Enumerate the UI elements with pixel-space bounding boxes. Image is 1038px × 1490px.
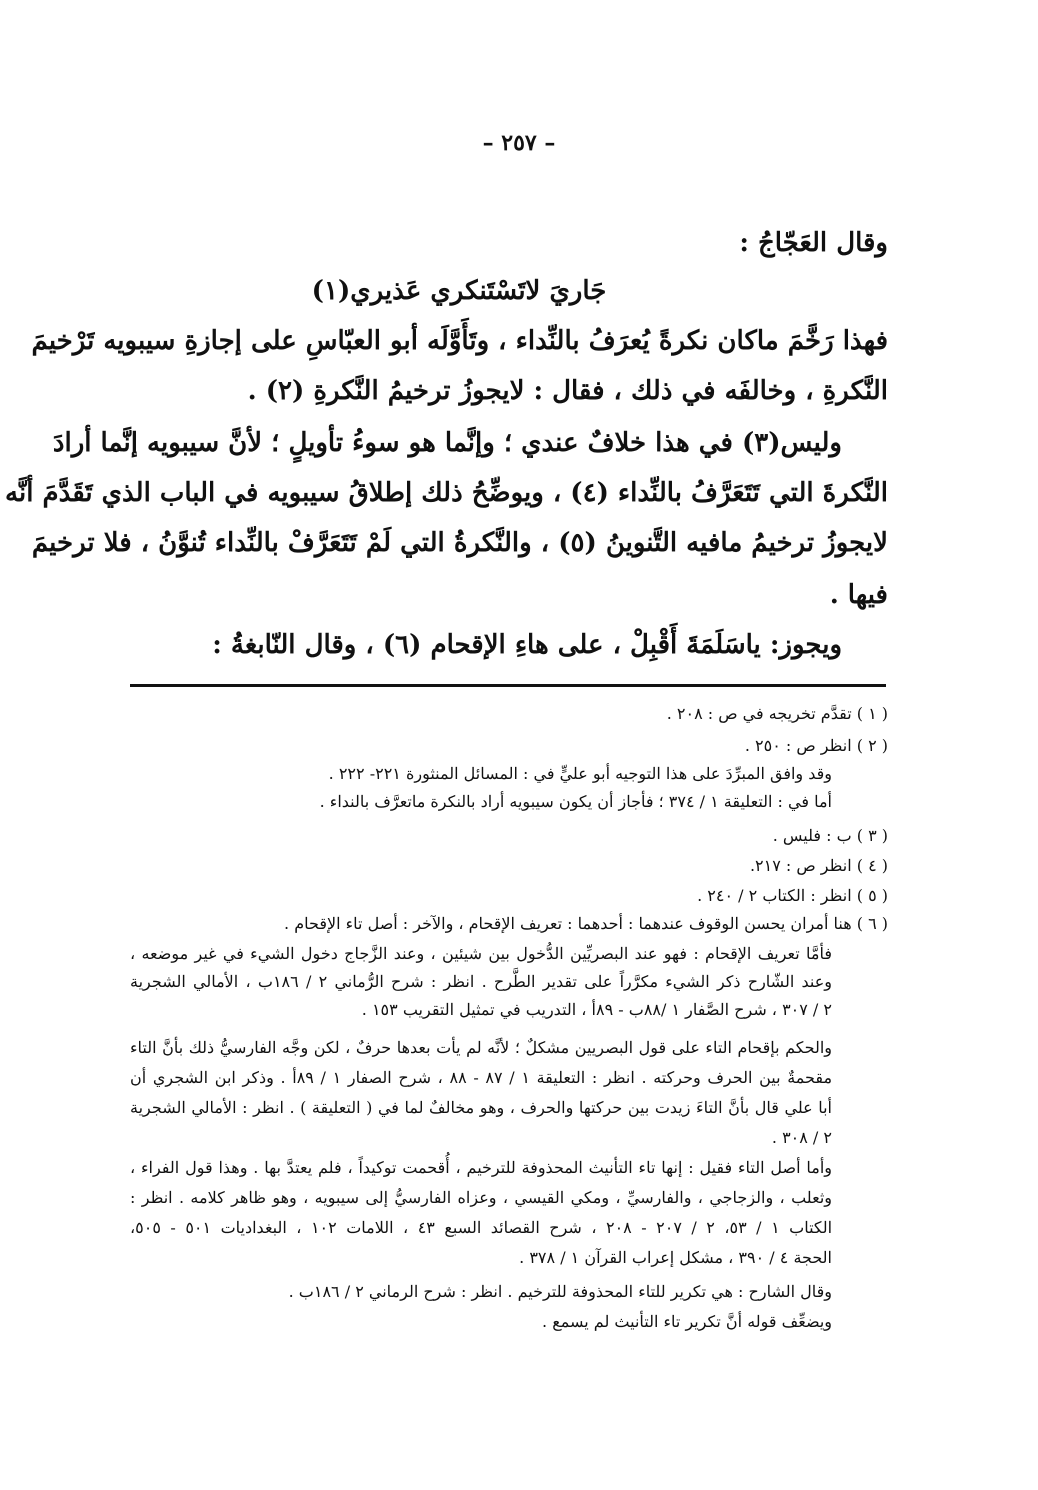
footnote: ( ٤ ) انظر ص : ٢١٧.: [749, 856, 888, 875]
verse-line: جَاريَ لاتَسْتَنكري عَذيري(١): [311, 276, 607, 306]
footnote-line: الحجة ٤ / ٣٩٠ ، مشكل إعراب القرآن ١ / ٣٧٨ .: [519, 1248, 832, 1267]
text-line: النَّكرةَ التي تَتَعَرَّفُ بالنِّداء (٤) ، ويوضِّحُ ذلك إطلاقُ سيبويه في الباب الذي تَقَدَّمَ أنَّه: [5, 478, 888, 508]
footnote: ( ٦ ) هنا أمران يحسن الوقوف عندهما : أحدهما : تعريف الإقحام ، والآخر : أصل تاء الإقحام .: [284, 914, 888, 933]
text-line: ويجوز: ياسَلَمَةَ أَقْبِلْ ، على هاءِ الإقحام (٦) ، وقال النّابغةُ :: [212, 630, 842, 660]
footnote-line: أما في : التعليقة ١ / ٣٧٤ ؛ فأجاز أن يكون سيبويه أراد بالنكرة ماتعرَّف بالنداء .: [319, 792, 832, 811]
footnote-line: ٢ / ٣٠٧ ، شرح الصَّفار ١ /٨٨ب - ٨٩أ ، التدريب في تمثيل التقريب ١٥٣ .: [361, 1000, 832, 1019]
footnote-line: ويضعِّف قوله أنَّ تكرير تاء التأنيث لم يسمع .: [542, 1312, 832, 1331]
footnote-line: وأما أصل التاء فقيل : إنها تاء التأنيث المحذوفة للترخيم ، أُقحمت توكيداً ، فلم يعتدَّ بها . وهذا قول الفراء ،: [130, 1158, 832, 1177]
footnote-line: وقد وافق المبرِّدَ على هذا التوجيه أبو عليٍّ في : المسائل المنثورة ٢٢١- ٢٢٢ .: [328, 764, 832, 783]
footnote-line: ٢ / ٣٠٨ .: [771, 1128, 832, 1147]
footnote-line: مقحمةٌ بين الحرف وحركته . انظر : التعليقة ١ / ٨٧ - ٨٨ ، شرح الصفار ١ / ٨٩أ . وذكر ابن الشجري أن: [130, 1068, 833, 1087]
footnote-line: والحكم بإقحام التاء على قول البصريين مشكلٌ ؛ لأنَّه لم يأت بعدها حرفٌ ، لكن وجَّه الفارسيُّ ذلك بأنَّ التاء: [130, 1038, 832, 1057]
text-line: وليس(٣) في هذا خلافٌ عندي ؛ وإنَّما هو سوءُ تأويلٍ ؛ لأنَّ سيبويه إنَّما أرادَ: [52, 428, 842, 458]
text-line: النَّكرةِ ، وخالفَه في ذلك ، فقال : لايجوزُ ترخيمُ النَّكرةِ (٢) .: [247, 376, 888, 406]
footnote-separator: [130, 684, 886, 687]
footnote: ( ٣ ) ب : فليس .: [772, 826, 888, 845]
footnote: ( ٢ ) انظر ص : ٢٥٠ .: [744, 736, 888, 755]
footnote-line: أبا علي قال بأنَّ التاءَ زيدت بين حركتها والحرف ، وهو مخالفٌ لما في ( التعليقة ) . انظر : الأمالي الشجرية: [130, 1098, 832, 1117]
text-line: فهذا رَخَّمَ ماكان نكرةً يُعرَفُ بالنِّداء ، وتَأَوَّلَه أبو العبّاسِ على إجازةِ سيبويه تَرْخيمَ: [31, 326, 888, 356]
footnote-line: فأمَّا تعريف الإقحام : فهو عند البصريِّين الدُّخول بين شيئين ، وعند الزَّجاج دخول الشيء في غير موضعه ،: [130, 944, 832, 963]
footnote-line: الكتاب ١ / ٥٣، ٢ / ٢٠٧ - ٢٠٨ ، شرح القصائد السبع ٤٣ ، اللامات ١٠٢ ، البغداديات ٥٠١ - ٥٠٥،: [130, 1218, 833, 1237]
footnote-line: وقال الشارح : هي تكرير للتاء المحذوفة للترخيم . انظر : شرح الرماني ٢ / ١٨٦ب .: [288, 1282, 832, 1301]
text-line: لايجوزُ ترخيمُ مافيه التَّنوينُ (٥) ، والنَّكرةُ التي لَمْ تَتَعَرَّفْ بالنِّداء تُنوَّنُ ، فلا ترخيمَ: [31, 528, 888, 558]
footnote: ( ١ ) تقدَّم تخريجه في ص : ٢٠٨ .: [666, 704, 888, 723]
footnote-line: وعند الشّارح ذكر الشيء مكرَّراً على تقدير الطَّرح . انظر : شرح الرُّماني ٢ / ١٨٦ب ، الأمالي الشجرية: [130, 972, 833, 991]
text-line: وقال العَجّاجُ :: [739, 228, 888, 258]
text-line: فيها .: [829, 580, 888, 610]
footnote: ( ٥ ) انظر : الكتاب ٢ / ٢٤٠ .: [697, 886, 888, 905]
footnote-line: وثعلب ، والزجاجي ، والفارسيِّ ، ومكي القيسي ، وعزاه الفارسيُّ إلى سيبويه ، وهو ظاهر كلامه . انظر :: [130, 1188, 832, 1207]
page-number: – ٢٥٧ –: [482, 130, 556, 156]
